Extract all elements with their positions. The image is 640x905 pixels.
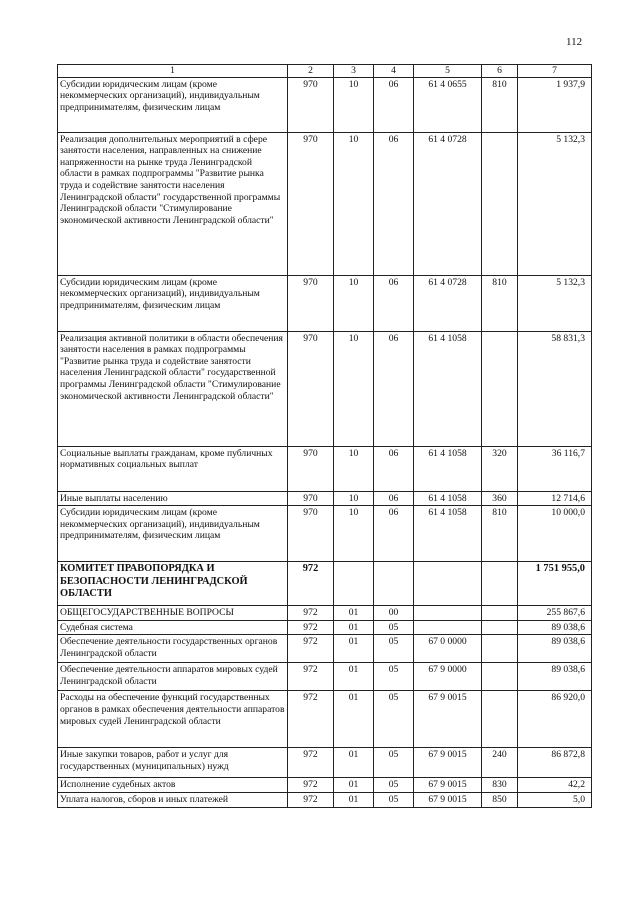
subsection-code: 05 (374, 778, 414, 793)
expense-name: Исполнение судебных актов (58, 778, 288, 793)
department-code: 970 (288, 446, 334, 491)
expense-type-code (482, 562, 518, 606)
section-code: 10 (334, 491, 374, 506)
table-row (58, 778, 592, 793)
table-row (58, 792, 592, 807)
table-row (58, 748, 592, 778)
expense-name: Обеспечение деятельности государственных органов Ленинградской области (58, 635, 288, 663)
section-code: 01 (334, 620, 374, 635)
section-code: 01 (334, 748, 374, 778)
expense-name: ОБЩЕГОСУДАРСТВЕННЫЕ ВОПРОСЫ (58, 606, 288, 621)
subsection-code: 06 (374, 77, 414, 132)
amount: 255 867,6 (518, 606, 592, 621)
table-row (58, 562, 592, 606)
target-article-code: 67 9 0015 (414, 778, 482, 793)
subsection-code (374, 562, 414, 606)
target-article-code: 61 4 0655 (414, 77, 482, 132)
amount: 86 920,0 (518, 691, 592, 748)
table-row (58, 446, 592, 491)
amount: 36 116,7 (518, 446, 592, 491)
header-cell: 7 (518, 65, 592, 78)
expense-name: Реализация активной политики в области обеспечения занятости населения в рамках подпрограммы "Развитие рынка труда и содействие занятости населения Ленинградской области" государственной программы Ленинградской области "Стимулирование экономической активности Ленинградской области" (58, 331, 288, 446)
header-cell: 3 (334, 65, 374, 78)
target-article-code (414, 606, 482, 621)
table-row (58, 331, 592, 446)
table-row (58, 275, 592, 331)
amount: 1 937,9 (518, 77, 592, 132)
header-cell: 6 (482, 65, 518, 78)
target-article-code: 67 0 0000 (414, 635, 482, 663)
section-code: 10 (334, 275, 374, 331)
expense-name: Субсидии юридическим лицам (кроме некоммерческих организаций), индивидуальным предпринимателям, физическим лицам (58, 506, 288, 562)
header-cell: 4 (374, 65, 414, 78)
section-code: 01 (334, 792, 374, 807)
target-article-code: 61 4 1058 (414, 331, 482, 446)
expense-type-code: 830 (482, 778, 518, 793)
expense-type-code (482, 132, 518, 275)
subsection-code: 00 (374, 606, 414, 621)
subsection-code: 06 (374, 132, 414, 275)
expense-type-code: 320 (482, 446, 518, 491)
target-article-code: 61 4 0728 (414, 275, 482, 331)
section-code: 10 (334, 132, 374, 275)
amount: 86 872,8 (518, 748, 592, 778)
target-article-code (414, 562, 482, 606)
target-article-code: 61 4 1058 (414, 491, 482, 506)
amount: 1 751 955,0 (518, 562, 592, 606)
department-code: 972 (288, 620, 334, 635)
expense-type-code (482, 620, 518, 635)
subsection-code: 06 (374, 491, 414, 506)
budget-table (57, 64, 592, 808)
section-code: 10 (334, 506, 374, 562)
header-cell: 5 (414, 65, 482, 78)
expense-type-code: 360 (482, 491, 518, 506)
amount: 5 132,3 (518, 275, 592, 331)
amount: 10 000,0 (518, 506, 592, 562)
expense-type-code (482, 606, 518, 621)
section-code: 10 (334, 77, 374, 132)
department-code: 972 (288, 778, 334, 793)
table-row (58, 691, 592, 748)
department-code: 970 (288, 132, 334, 275)
target-article-code: 67 9 0015 (414, 691, 482, 748)
section-code: 10 (334, 331, 374, 446)
amount: 5 132,3 (518, 132, 592, 275)
amount: 58 831,3 (518, 331, 592, 446)
amount: 42,2 (518, 778, 592, 793)
target-article-code: 61 4 1058 (414, 446, 482, 491)
target-article-code (414, 620, 482, 635)
subsection-code: 06 (374, 331, 414, 446)
expense-name: Социальные выплаты гражданам, кроме публичных нормативных социальных выплат (58, 446, 288, 491)
header-cell: 1 (58, 65, 288, 78)
department-code: 970 (288, 506, 334, 562)
department-title: КОМИТЕТ ПРАВОПОРЯДКА И БЕЗОПАСНОСТИ ЛЕНИНГРАДСКОЙ ОБЛАСТИ (58, 562, 288, 606)
expense-type-code: 810 (482, 506, 518, 562)
department-code: 972 (288, 748, 334, 778)
expense-type-code: 850 (482, 792, 518, 807)
section-code: 01 (334, 778, 374, 793)
expense-name: Иные выплаты населению (58, 491, 288, 506)
header-cell: 2 (288, 65, 334, 78)
section-code: 01 (334, 691, 374, 748)
expense-type-code (482, 331, 518, 446)
expense-name: Расходы на обеспечение функций государственных органов в рамках обеспечения деятельности аппаратов мировых судей Ленинградской области (58, 691, 288, 748)
page-number: 112 (566, 36, 583, 48)
expense-type-code: 810 (482, 77, 518, 132)
table-row (58, 663, 592, 691)
target-article-code: 61 4 1058 (414, 506, 482, 562)
table-row (58, 620, 592, 635)
expense-type-code (482, 663, 518, 691)
department-code: 970 (288, 491, 334, 506)
department-code: 972 (288, 635, 334, 663)
table-row (58, 132, 592, 275)
table-row (58, 491, 592, 506)
expense-type-code: 240 (482, 748, 518, 778)
expense-name: Субсидии юридическим лицам (кроме некоммерческих организаций), индивидуальным предпринимателям, физическим лицам (58, 77, 288, 132)
amount: 12 714,6 (518, 491, 592, 506)
table-row (58, 635, 592, 663)
amount: 89 038,6 (518, 620, 592, 635)
expense-type-code: 810 (482, 275, 518, 331)
target-article-code: 67 9 0000 (414, 663, 482, 691)
department-code: 972 (288, 606, 334, 621)
expense-type-code (482, 635, 518, 663)
expense-name: Судебная система (58, 620, 288, 635)
department-code: 972 (288, 691, 334, 748)
table-row (58, 506, 592, 562)
subsection-code: 05 (374, 663, 414, 691)
subsection-code: 05 (374, 620, 414, 635)
department-code: 970 (288, 77, 334, 132)
section-code (334, 562, 374, 606)
table-header-row (58, 65, 592, 78)
subsection-code: 05 (374, 748, 414, 778)
department-code: 970 (288, 331, 334, 446)
subsection-code: 05 (374, 792, 414, 807)
subsection-code: 06 (374, 275, 414, 331)
amount: 89 038,6 (518, 635, 592, 663)
section-code: 01 (334, 606, 374, 621)
target-article-code: 61 4 0728 (414, 132, 482, 275)
expense-name: Обеспечение деятельности аппаратов мировых судей Ленинградской области (58, 663, 288, 691)
section-code: 01 (334, 663, 374, 691)
expense-name: Субсидии юридическим лицам (кроме некоммерческих организаций), индивидуальным предпринимателям, физическим лицам (58, 275, 288, 331)
department-code: 972 (288, 792, 334, 807)
expense-name: Иные закупки товаров, работ и услуг для государственных (муниципальных) нужд (58, 748, 288, 778)
target-article-code: 67 9 0015 (414, 792, 482, 807)
amount: 89 038,6 (518, 663, 592, 691)
table-row (58, 606, 592, 621)
amount: 5,0 (518, 792, 592, 807)
expense-type-code (482, 691, 518, 748)
department-code: 972 (288, 562, 334, 606)
expense-name: Реализация дополнительных мероприятий в сфере занятости населения, направленных на снижение напряженности на рынке труда Ленинградской области в рамках подпрограммы "Развитие рынка труда и содействие занятости населения Ленинградской области" государственной программы Ленинградской области "Стимулирование экономической активности Ленинградской области" (58, 132, 288, 275)
subsection-code: 06 (374, 506, 414, 562)
subsection-code: 06 (374, 446, 414, 491)
target-article-code: 67 9 0015 (414, 748, 482, 778)
section-code: 10 (334, 446, 374, 491)
department-code: 972 (288, 663, 334, 691)
subsection-code: 05 (374, 635, 414, 663)
table-row (58, 77, 592, 132)
expense-name: Уплата налогов, сборов и иных платежей (58, 792, 288, 807)
section-code: 01 (334, 635, 374, 663)
department-code: 970 (288, 275, 334, 331)
subsection-code: 05 (374, 691, 414, 748)
